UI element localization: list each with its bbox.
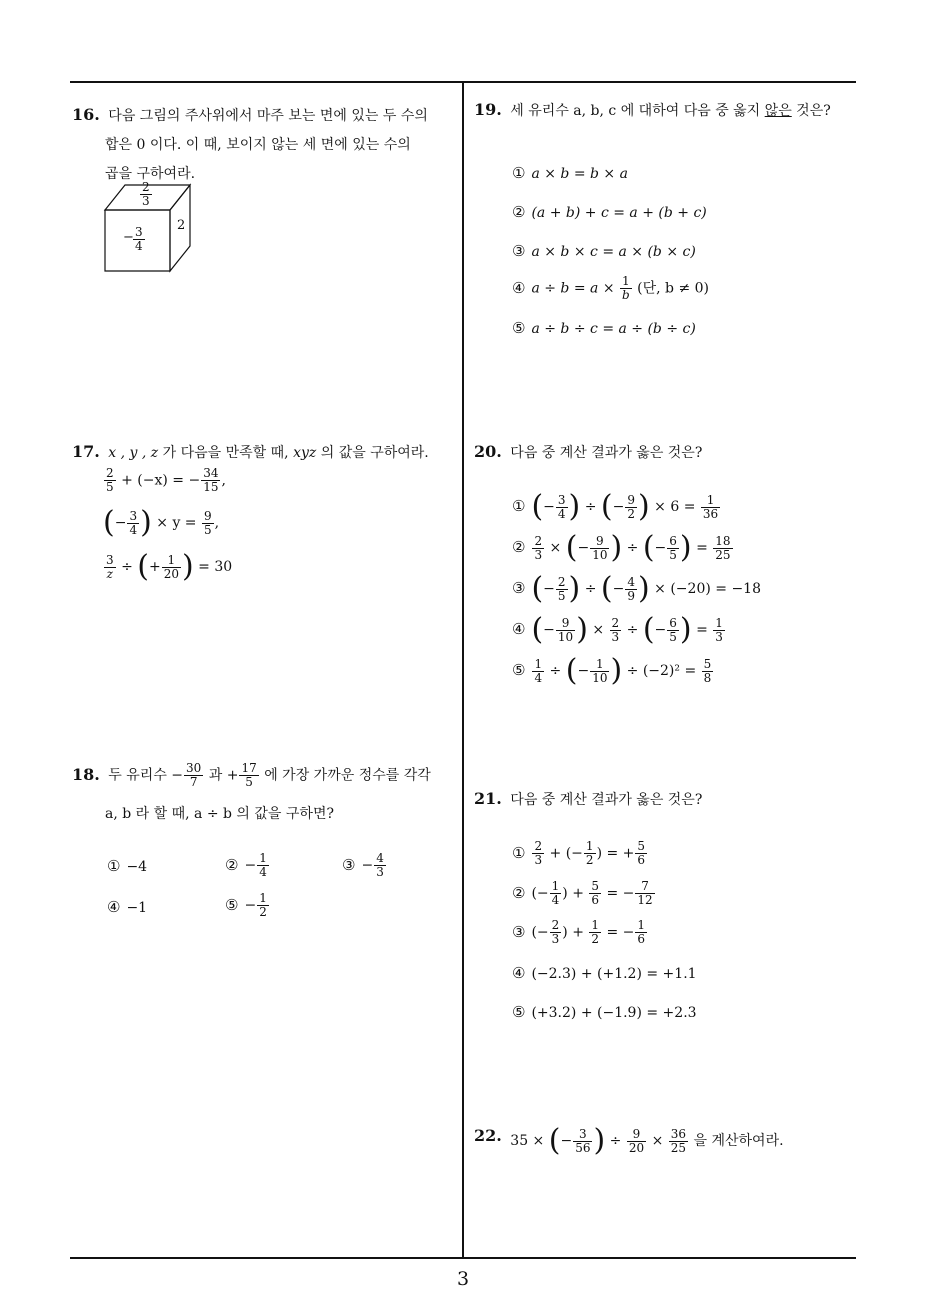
question-number: 21. [474,789,502,808]
question-number: 17. [72,442,100,461]
option-1[interactable]: ① −4 [107,857,148,875]
equation-2: (− $\frac{3}{4}$ ) × y = $\frac{9}{5}$ , [103,505,220,540]
equation-1: $\frac{2}{5}$ + (−x) = − $\frac{34}{15}$ , [106,466,226,494]
option-2[interactable]: ② (a + b) + c = a + (b + c) [512,203,707,221]
question-text: 곱을 구하여라. [105,166,196,182]
option-5[interactable]: ⑤ a ÷ b ÷ c = a ÷ (b ÷ c) [512,319,696,337]
page-number: 3 [456,1268,470,1290]
bottom-rule [70,1257,856,1259]
option-3[interactable]: ③ a × b × c = a × (b × c) [512,242,696,260]
option-4[interactable]: ④ (− $\frac{9}{10}$ ) × $\frac{2}{3}$ ÷ (− $\frac{6}{5}$ ) = $\frac{1}{3}$ [512,612,723,647]
option-1[interactable]: ① (− $\frac{3}{4}$ ) ÷ (− $\frac{9}{2}$ ) × 6 = $\frac{1}{36}$ [512,489,719,524]
option-1[interactable]: ① $\frac{2}{3}$ + (− $\frac{1}{2}$ ) = + $\frac{5}{6}$ [512,839,646,867]
question-number: 16. [72,105,100,124]
option-2[interactable]: ② − $\frac{1}{4}$ [225,851,267,879]
question-21 [474,789,702,809]
question-number: 20. [474,442,502,461]
option-5[interactable]: ⑤ $\frac{1}{4}$ ÷ (− $\frac{1}{10}$ ) ÷ (−2)² = $\frac{5}{8}$ [512,653,712,688]
question-text: 가 다음을 만족할 때, [158,445,294,461]
underlined-word: 않은 [764,103,792,119]
question-number: 18. [72,764,100,784]
option-2[interactable]: ② $\frac{2}{3}$ × (− $\frac{9}{10}$ ) ÷ (− $\frac{6}{5}$ ) = $\frac{18}{25}$ [512,530,731,565]
dice-front-sign: − [123,230,134,245]
equation-3: $\frac{3}{z}$ ÷ (+ $\frac{1}{20}$ ) = 30 [106,549,233,584]
question-16 [72,100,457,189]
question-text: a, b 라 할 때, a ÷ b 의 값을 구하면? [105,806,334,822]
variables: x , y , z [108,445,159,461]
option-3[interactable]: ③ (− $\frac{2}{5}$ ) ÷ (− $\frac{4}{9}$ ) × (−20) = −18 [512,571,761,606]
dice-side-value: 2 [177,218,186,233]
option-3[interactable]: ③ − $\frac{4}{3}$ [342,851,384,879]
question-text: 다음 중 계산 결과가 옳은 것은? [510,445,703,461]
question-text: 의 값을 구하여라. [316,445,429,461]
option-3[interactable]: ③ (− $\frac{2}{3}$ ) + $\frac{1}{2}$ = − $\frac{1}{6}$ [512,918,646,946]
question-text: 다음 중 계산 결과가 옳은 것은? [510,792,703,808]
option-5[interactable]: ⑤ (+3.2) + (−1.9) = +2.3 [512,1003,697,1021]
question-number: 19. [474,100,502,119]
option-4[interactable]: ④ −1 [107,898,148,916]
question-19: 19. 세 유리수 a, b, c 에 대하여 다음 중 옳지 않은 것은? [474,100,831,119]
option-5[interactable]: ⑤ − $\frac{1}{2}$ [225,891,267,919]
question-number: 22. [474,1126,502,1145]
question-text: 다음 그림의 주사위에서 마주 보는 면에 있는 두 수의 [108,108,428,124]
question-18: 18. 두 유리수 − $\frac{30}{7}$ 과 + $\frac{17}{5}$ 에 가장 가까운 정수를 각각 [72,761,431,789]
question-17 [72,437,457,468]
dice-top-value: $\frac{2}{3}$ [142,180,150,208]
dice-front-value: $\frac{3}{4}$ [135,225,143,253]
option-4[interactable]: ④ a ÷ b = a × $\frac{1}{b}$ (단, b ≠ 0) [512,274,710,302]
question-22: 22. 35 × (− $\frac{3}{56}$ ) ÷ $\frac{9}{20}$ × $\frac{36}{25}$ 을 계산하여라. [474,1123,784,1158]
option-1[interactable]: ① a × b = b × a [512,164,628,182]
product-xyz: xyz [293,445,317,461]
column-divider [462,82,464,1258]
option-2[interactable]: ② (− $\frac{1}{4}$ ) + $\frac{5}{6}$ = − $\frac{7}{12}$ [512,879,653,907]
question-20 [474,442,702,462]
option-4[interactable]: ④ (−2.3) + (+1.2) = +1.1 [512,964,697,982]
question-text: 합은 0 이다. 이 때, 보이지 않는 세 면에 있는 수의 [105,137,411,153]
